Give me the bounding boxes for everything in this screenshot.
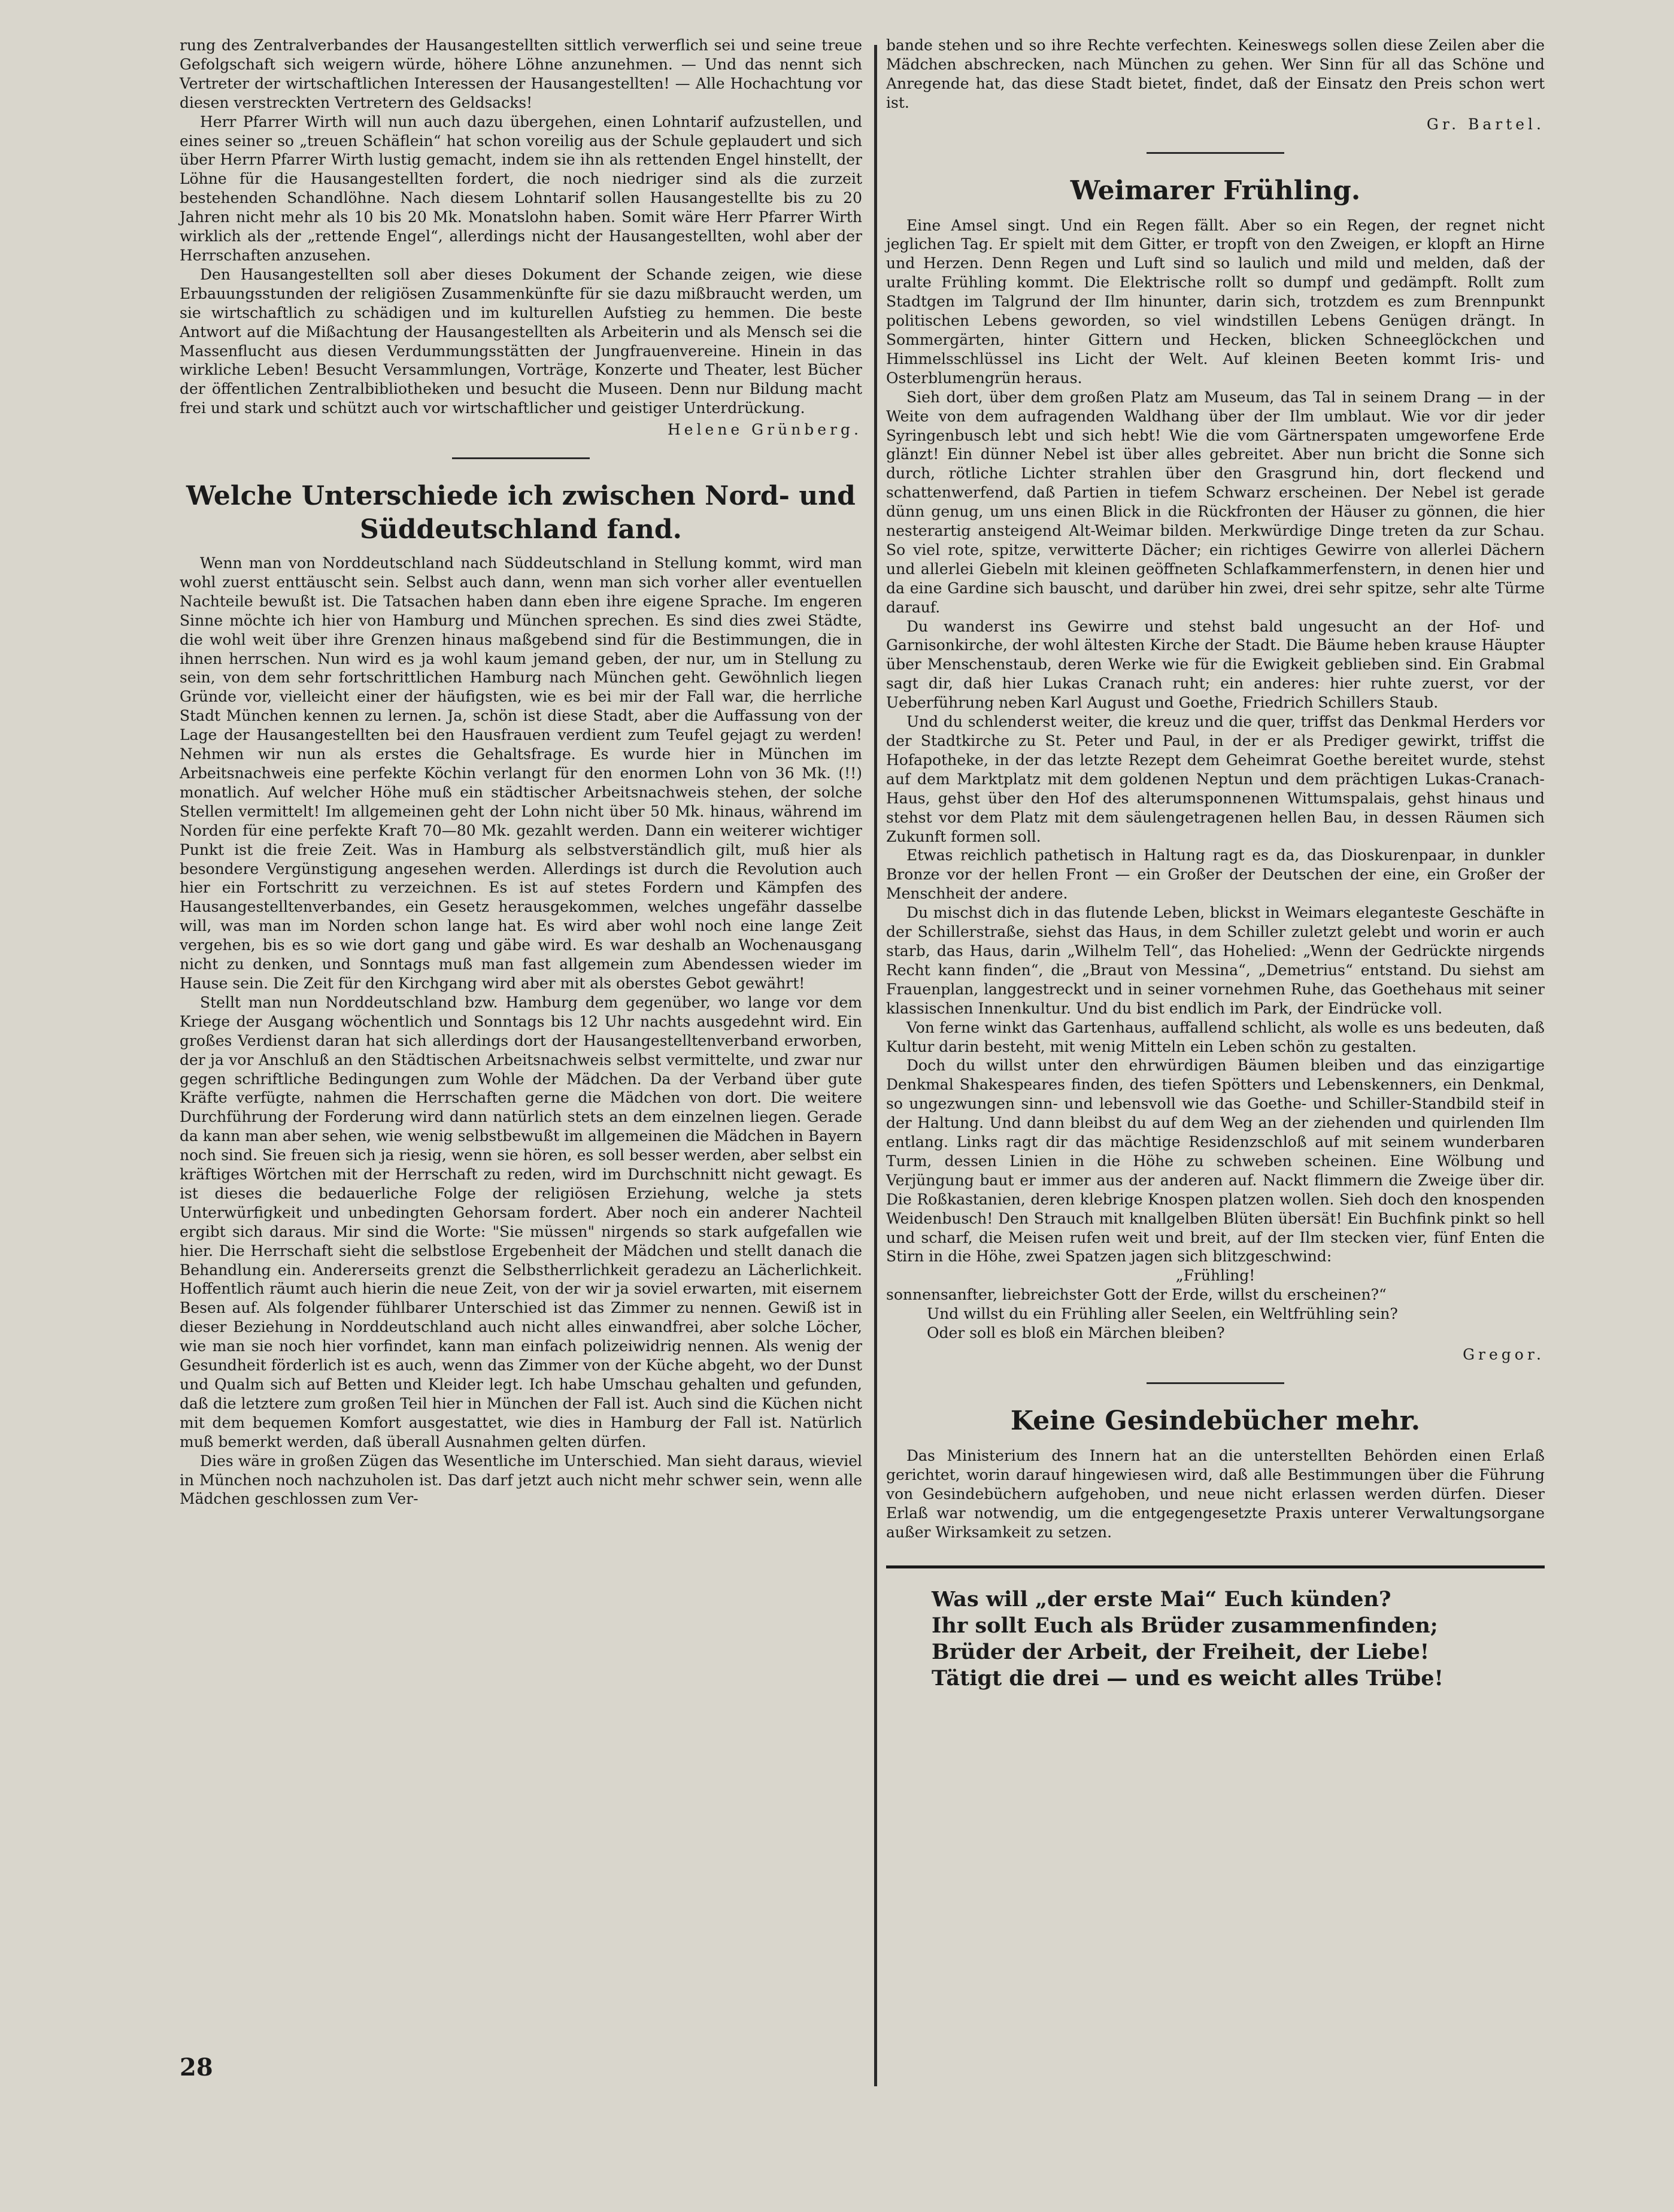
body-paragraph: Das Ministerium des Innern hat an die unterstellten Behörden einen Erlaß gerichtet, worin darauf hingewiesen wird, daß alle Bestimmungen über die Führung von Gesindebüchern aufgehoben, und neue nicht erlassen werden dürfen. Dieser Erlaß war notwendig, um die entgegengesetzte Praxis unterer Verwaltungsorgane außer Wirksamkeit zu setzen. xyxy=(886,1446,1545,1541)
poem-line: Und willst du ein Frühling aller Seelen, ein Weltfrühling sein? xyxy=(927,1305,1398,1323)
poem-line: sonnensanfter, liebreichster Gott der Erde, willst du erscheinen?“ xyxy=(886,1286,1387,1304)
body-paragraph: Herr Pfarrer Wirth will nun auch dazu übergehen, einen Lohntarif aufzustellen, und eines seiner so „treuen Schäflein“ hat schon voreilig aus der Schule geplaudert und sich über Herrn Pfarrer Wirth lustig gemacht, indem sie ihn als rettenden Engel hinstellt, der Löhne für die Hausangestellten fordert, die noch niedriger sind als die zurzeit bestehenden Schandlöhne. Nach diesem Lohntarif sollen Hausangestellte bis zu 20 Jahren nicht mehr als 10 bis 20 Mk. Monatslohn haben. Somit wäre Herr Pfarrer Wirth wirklich als der „rettende Engel“, allerdings nicht der Hausangestellten, wohl aber der Herrschaften anzusehen. xyxy=(180,113,862,264)
author-signature: Gr. Bartel. xyxy=(1426,115,1545,133)
section-divider xyxy=(452,457,590,459)
body-paragraph: Doch du willst unter den ehrwürdigen Bäumen bleiben und das einzigartige Denkmal Shakespeares finden, des tiefen Spötters und Lebenskenners, ein Denkmal, so ungezwungen sinn- und lebensvoll wie das Goethe- und Schiller-Standbild steif in der Haltung. Und dann bleibst du auf dem Weg an der ziehenden und quirlenden Ilm entlang. Links ragt dir das mächtige Residenzschloß auf mit seinem wunderbaren Turm, dessen Linien in die Höhe zu schweben scheinen. Eine Wölbung und Verjüngung baut er immer aus der anderen auf. Nackt flimmern die Zweige über dir. Die Roßkastanien, deren klebrige Knospen platzen wollen. Sieh doch den knospenden Weidenbusch! Den Strauch mit knallgelben Blüten übersät! Ein Buchfink pinkt so hell und scharf, die Meisen rufen weit und breit, auf der Ilm stecken vier, fünf Enten die Stirn in die Höhe, zwei Spatzen jagen sich blitzgeschwind: xyxy=(886,1057,1545,1266)
body-paragraph: Etwas reichlich pathetisch in Haltung ragt es da, das Dioskurenpaar, in dunkler Bronze vor der hellen Front — ein Großer der Deutschen der eine, ein Großer der Menschheit der andere. xyxy=(886,846,1545,903)
may-day-line: Ihr sollt Euch als Brüder zusammenfinden; xyxy=(932,1613,1438,1638)
body-paragraph: Eine Amsel singt. Und ein Regen fällt. Aber so ein Regen, der regnet nicht jeglichen Tag. Er spielt mit dem Gitter, er tropft von den Zweigen, er klopft an Hirne und Herzen. Denn Regen und Luft sind so laulich und mild und melden, daß der uralte Frühling kommt. Die Elektrische rollt so dumpf und gedämpft. Rollt zum Stadtgen im Talgrund der Ilm hinunter, darin sich, trotzdem es zum Brennpunkt politischen Lebens geworden, so viel windstillen Lebens Genügen drängt. In Sommergärten, hinter Gittern und Hecken, blicken Schneeglöckchen und Himmelsschlüssel ins Licht der Welt. Auf kleinen Beeten kommt Iris- und Osterblumengrün heraus. xyxy=(886,216,1545,387)
poem-line: „Frühling! xyxy=(1175,1267,1256,1285)
article-title: Weimarer Frühling. xyxy=(1070,175,1361,206)
body-paragraph: Stellt man nun Norddeutschland bzw. Hamburg dem gegenüber, wo lange vor dem Kriege der Ausgang wöchentlich und Sonntags bis 12 Uhr nachts ausgedehnt wird. Ein großes Verdienst daran hat sich allerdings dort der Hausangestelltenverband erworben, der ja vor Anschluß an den Städtischen Arbeitsnachweis selbst vermittelte, und zwar nur gegen schriftliche Bedingungen zum Wohle der Mädchen. Da der Verband über gute Kräfte verfügte, nahmen die Herrschaften gerne die Mädchen von dort. Die weitere Durchführung der Forderung wird dann natürlich stets an dem einzelnen liegen. Gerade da kann man aber sehen, wie wenig selbstbewußt im allgemeinen die Mädchen in Bayern noch sind. Sie freuen sich ja riesig, wenn sie hören, es soll besser werden, aber selbst ein kräftiges Wörtchen mit der Herrschaft zu reden, wird im Durchschnitt nicht gewagt. Es ist dieses die bedauerliche Folge der religiösen Erziehung, welche ja stets Unterwürfigkeit und unbedingten Gehorsam fordert. Aber noch ein anderer Nachteil ergibt sich daraus. Mir sind die Worte: "Sie müssen" nirgends so stark aufgefallen wie hier. Die Herrschaft sieht die selbstlose Ergebenheit der Mädchen und stellt danach die Behandlung ein. Andererseits grenzt die Selbstherrlichkeit geradezu an Lächerlichkeit. Hoffentlich räumt auch hierin die neue Zeit, von der wir ja soviel erwarten, mit eisernem Besen auf. Als folgender fühlbarer Unterschied ist das Zimmer zu nennen. Gewiß ist in dieser Beziehung in Norddeutschland auch nicht alles einwandfrei, aber solche Löcher, wie man sie noch hier vorfindet, kann man einfach polizeiwidrig nennen. Als wenig der Gesundheit förderlich ist es auch, wenn das Zimmer von der Küche abgeht, wo der Dunst und Qualm sich auf Betten und Kleider legt. Ich habe Umschau gehalten und gefunden, daß die letztere zum großen Teil hier in München der Fall ist. Auch sind die Küchen nicht mit dem bequemen Komfort ausgestattet, wie dies in Hamburg der Fall ist. Natürlich muß bemerkt werden, daß überall Ausnahmen gelten dürfen. xyxy=(180,993,862,1451)
may-day-line: Was will „der erste Mai“ Euch künden? xyxy=(932,1587,1391,1612)
may-day-box xyxy=(886,1565,1545,1692)
page-number: 28 xyxy=(180,2053,213,2081)
may-day-line: Tätigt die drei — und es weicht alles Trübe! xyxy=(932,1666,1443,1691)
poem-line: Oder soll es bloß ein Märchen bleiben? xyxy=(927,1324,1225,1342)
section-divider xyxy=(1147,1382,1284,1384)
column-rule xyxy=(874,45,877,2086)
article-title: Keine Gesindebücher mehr. xyxy=(1010,1405,1421,1436)
body-paragraph: Dies wäre in großen Zügen das Wesentliche im Unterschied. Man sieht daraus, wieviel in München noch nachzuholen ist. Das darf jetzt auch nicht mehr schwer sein, wenn alle Mädchen geschlossen zum Ver- xyxy=(180,1452,862,1508)
body-paragraph: bande stehen und so ihre Rechte verfechten. Keineswegs sollen diese Zeilen aber die Mädchen abschrecken, nach München zu gehen. Wer Sinn für all das Schöne und Anregende hat, das diese Stadt bietet, findet, daß der Einsatz den Preis schon wert ist. xyxy=(886,37,1545,111)
right-column xyxy=(886,36,1545,1692)
section-divider xyxy=(1147,152,1284,154)
may-day-line: Brüder der Arbeit, der Freiheit, der Liebe! xyxy=(932,1640,1430,1665)
left-column xyxy=(180,36,862,1509)
body-paragraph: Wenn man von Norddeutschland nach Süddeutschland in Stellung kommt, wird man wohl zuerst enttäuscht sein. Selbst auch dann, wenn man sich vorher aller eventuellen Nachteile bewußt ist. Die Tatsachen haben dann eben ihre eigene Sprache. Im engeren Sinne möchte ich hier von Hamburg und München sprechen. Es sind dies zwei Städte, die wohl weit über ihre Grenzen hinaus maßgebend sind für die Bestimmungen, die in ihnen herrschen. Nun wird es ja wohl kaum jemand geben, der nur, um in Stellung zu sein, von dem sehr fortschrittlichen Hamburg nach München geht. Gewöhnlich liegen Gründe vor, vielleicht einer der häufigsten, wie es bei mir der Fall war, die herrliche Stadt München kennen zu lernen. Ja, schön ist diese Stadt, aber die Auffassung von der Lage der Hausangestellten bei den Hausfrauen verdient zum Teufel gejagt zu werden! Nehmen wir nun als erstes die Gehaltsfrage. Es wurde hier in München im Arbeitsnachweis eine perfekte Köchin verlangt für den enormen Lohn von 36 Mk. (!!) monatlich. Auf welcher Höhe muß ein städtischer Arbeitsnachweis stehen, der solche Stellen vermittelt! Im allgemeinen geht der Lohn nicht über 50 Mk. hinaus, während im Norden für eine perfekte Kraft 70—80 Mk. gezahlt werden. Dann ein weiterer wichtiger Punkt ist die freie Zeit. Was in Hamburg als selbstverständlich gilt, muß hier als besondere Vergünstigung angesehen werden. Allerdings ist durch die Revolution auch hier ein Fortschritt zu verzeichnen. Es ist auf stetes Fordern und Kämpfen des Hausangestelltenverbandes, ein Gesetz herausgekommen, welches ungefähr dasselbe will, was man im Norden schon lange hat. Es wird aber wohl noch eine lange Zeit vergehen, bis es so wie dort gang und gäbe wird. Es war deshalb an Wochenausgang nicht zu denken, und Sonntags muß man fast allgemein zum Abendessen wieder im Hause sein. Die Zeit für den Kirchgang wird aber mit als oberstes Gebot gewährt! xyxy=(180,554,862,992)
article-title: Welche Unterschiede ich zwischen Nord- und Süddeutschland fand. xyxy=(186,481,856,545)
author-signature: Gregor. xyxy=(1463,1346,1545,1363)
body-paragraph: Du mischst dich in das flutende Leben, blickst in Weimars eleganteste Geschäfte in der Schillerstraße, siehst das Haus, in dem Schiller zuletzt gelebt und worin er auch starb, das Haus, darin „Wilhelm Tell“, das Hohelied: „Wenn der Gedrückte nirgends Recht kann finden“, die „Braut von Messina“, „Demetrius“ entstand. Du siehst am Frauenplan, langgestreckt und in seiner vornehmen Ruhe, das Goethehaus mit seiner klassischen Innenkultur. Und du bist endlich im Park, der Eindrücke voll. xyxy=(886,904,1545,1017)
body-paragraph: rung des Zentralverbandes der Hausangestellten sittlich verwerflich sei und seine treue Gefolgschaft sich weigern würde, höhere Löhne anzunehmen. — Und das nennt sich Vertreter der wirtschaftlichen Interessen der Hausangestellten! — Alle Hochachtung vor diesen verstreckten Vertretern des Geldsacks! xyxy=(180,37,862,111)
body-paragraph: Den Hausangestellten soll aber dieses Dokument der Schande zeigen, wie diese Erbauungsstunden der religiösen Zusammenkünfte für sie dazu mißbraucht werden, um sie wirtschaftlich zu schädigen und im kulturellen Aufstieg zu hemmen. Die beste Antwort auf die Mißachtung der Hausangestellten als Arbeiterin und als Mensch sei die Massenflucht aus diesen Verdummungsstätten der Jungfrauenvereine. Hinein in das wirkliche Leben! Besucht Versammlungen, Vorträge, Konzerte und Theater, lest Bücher der öffentlichen Zentralbibliotheken und besucht die Museen. Denn nur Bildung macht frei und stark und schützt auch vor wirtschaftlicher und geistiger Unterdrückung. xyxy=(180,265,862,417)
body-paragraph: Du wanderst ins Gewirre und stehst bald ungesucht an der Hof- und Garnisonkirche, der wohl ältesten Kirche der Stadt. Die Bäume heben krause Häupter über Menschenstaub, deren Werke wie für die Ewigkeit geblieben sind. Ein Grabmal sagt dir, daß hier Lukas Cranach ruht; ein anderes: hier ruhte zuerst, vor der Ueberführung neben Karl August und Goethe, Friedrich Schillers Staub. xyxy=(886,617,1545,712)
author-signature: Helene Grünberg. xyxy=(667,421,862,439)
body-paragraph: Sieh dort, über dem großen Platz am Museum, das Tal in seinem Drang — in der Weite von dem aufragenden Waldhang über der Ilm umblaut. Wie vor dir jeder Syringenbusch lebt und sich hebt! Wie die vom Gärtnerspaten umgeworfene Erde glänzt! Ein dünner Nebel ist über alles gebreitet. Aber nun bricht die Sonne sich durch, rötliche Lichter strahlen über den Grasgrund hin, dort fleckend und schattenwerfend, daß Partien in tiefem Schwarz erscheinen. Der Nebel ist gerade dünn genug, um uns einen Blick in die Rückfronten der Häuser zu gönnen, die hier nesterartig ansteigend Alt-Weimar bilden. Merkwürdige Dinge treten da zur Schau. So viel rote, spitze, verwitterte Dächer; ein richtiges Gewirre von allerlei Dächern und allerlei Giebeln mit kleinen geöffneten Schlafkammerfenstern, in denen hier und da eine Gardine sich bauscht, und darüber hin zwei, drei sehr spitze, sehr alte Türme darauf. xyxy=(886,388,1545,616)
body-paragraph: Von ferne winkt das Gartenhaus, auffallend schlicht, als wolle es uns bedeuten, daß Kultur darin besteht, mit wenig Mitteln ein Leben schön zu gestalten. xyxy=(886,1018,1545,1055)
body-paragraph: Und du schlenderst weiter, die kreuz und die quer, triffst das Denkmal Herders vor der Stadtkirche zu St. Peter und Paul, in der er als Prediger gewirkt, triffst die Hofapotheke, in der das letzte Rezept dem Geheimrat Goethe bereitet wurde, stehst auf dem Marktplatz mit dem goldenen Neptun und dem prächtigen Lukas-Cranach-Haus, gehst über den Hof des alterumsponnenen Wittumspalais, gehst hinaus und stehst vor dem Platz mit dem säulengetragenen hellen Bau, in dessen Räumen sich Zukunft formen soll. xyxy=(886,713,1545,845)
